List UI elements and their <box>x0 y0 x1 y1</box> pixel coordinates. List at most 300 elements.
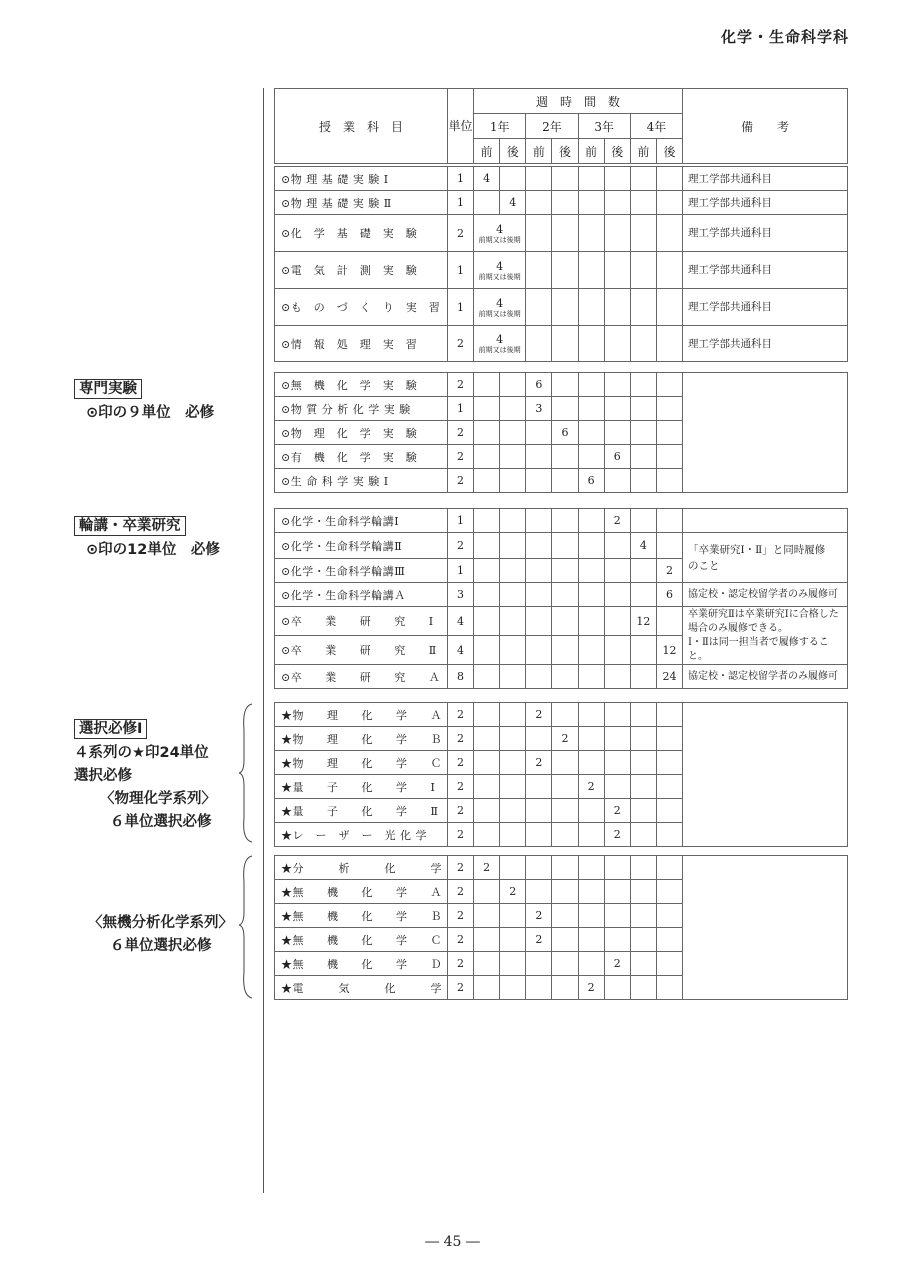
remarks-cell <box>683 703 848 847</box>
hours-cell <box>526 509 552 533</box>
subject-cell: ⊙化学・生命科学輪講Ⅱ <box>275 533 448 559</box>
hours-cell <box>552 191 578 215</box>
hours-cell <box>552 880 578 904</box>
hours-cell: 2 <box>526 703 552 727</box>
hours-cell <box>656 533 682 559</box>
hours-cell <box>500 445 526 469</box>
hours-cell <box>526 727 552 751</box>
hours-cell <box>526 469 552 493</box>
hours-cell <box>604 167 630 191</box>
table-row <box>275 215 848 252</box>
table-row <box>275 856 848 880</box>
hours-cell: 2 <box>604 509 630 533</box>
remarks-line: Ⅰ・Ⅱは同一担当者で履修すること。 <box>688 636 829 662</box>
hours-cell <box>656 397 682 421</box>
header-term-second: 後 <box>604 139 630 164</box>
remarks-cell: 理工学部共通科目 <box>683 289 848 326</box>
unit-cell: 1 <box>447 397 473 421</box>
remarks-cell: 協定校・認定校留学者のみ履修可 <box>683 665 848 689</box>
hours-cell <box>630 397 656 421</box>
unit-cell: 4 <box>447 636 473 665</box>
hours-cell <box>526 665 552 689</box>
subject-cell: ⊙卒 業 研 究 Ⅱ <box>275 636 448 665</box>
hours-cell <box>500 509 526 533</box>
hours-cell <box>604 703 630 727</box>
hours-cell <box>578 636 604 665</box>
seminar-body <box>275 509 848 689</box>
page-number: ― 45 ― <box>425 1234 480 1250</box>
hours-cell <box>656 509 682 533</box>
elective-a-body <box>275 703 848 847</box>
hours-cell: 12 <box>630 607 656 636</box>
subject-cell: ★量 子 化 学 Ⅰ <box>275 775 448 799</box>
hours-span-cell <box>474 215 526 252</box>
hours-cell <box>578 533 604 559</box>
hours-cell <box>526 607 552 636</box>
hours-cell <box>474 421 500 445</box>
hours-cell <box>552 533 578 559</box>
unit-cell: 2 <box>447 775 473 799</box>
hours-cell <box>526 533 552 559</box>
hours-cell <box>578 665 604 689</box>
hours-cell: 2 <box>656 559 682 583</box>
hours-cell <box>604 636 630 665</box>
unit-cell: 2 <box>447 373 473 397</box>
hours-cell <box>500 167 526 191</box>
remarks-line: 「卒業研究Ⅰ・Ⅱ」と同時履修 <box>688 543 826 556</box>
hours-cell <box>474 799 500 823</box>
hours-cell <box>604 665 630 689</box>
hours-cell <box>552 469 578 493</box>
hours-cell <box>656 252 682 289</box>
hours-cell <box>630 751 656 775</box>
hours-cell <box>656 191 682 215</box>
hours-cell <box>578 326 604 362</box>
header-year-4: 4年 <box>630 114 682 139</box>
hours-cell <box>500 583 526 607</box>
hours-cell <box>500 703 526 727</box>
elective-b-table <box>274 855 848 1000</box>
hours-cell: 4 <box>630 533 656 559</box>
hours-cell <box>630 445 656 469</box>
hours-cell: 12 <box>656 636 682 665</box>
hours-cell <box>552 775 578 799</box>
subject-cell: ⊙卒 業 研 究 Ａ <box>275 665 448 689</box>
hours-term-note: 前期又は後期 <box>478 272 521 281</box>
hours-cell <box>474 191 500 215</box>
subject-cell: ⊙化学・生命科学輪講Ａ <box>275 583 448 607</box>
hours-cell <box>656 421 682 445</box>
hours-value: 4 <box>496 259 504 273</box>
remarks-cell <box>683 533 848 583</box>
hours-cell <box>474 823 500 847</box>
subject-cell: ★レ ー ザ ー 光 化 学 <box>275 823 448 847</box>
header-weekly-hours: 週 時 間 数 <box>474 89 683 114</box>
hours-cell <box>604 533 630 559</box>
table-row <box>275 191 848 215</box>
section-elective-title-text: 選択必修Ⅰ <box>74 719 147 739</box>
hours-cell <box>526 252 552 289</box>
hours-cell: 6 <box>656 583 682 607</box>
subject-cell: ★電 気 化 学 <box>275 976 448 1000</box>
hours-cell <box>552 509 578 533</box>
hours-cell <box>604 326 630 362</box>
hours-cell <box>656 326 682 362</box>
hours-cell <box>552 665 578 689</box>
subject-cell: ★物 理 化 学 Ｂ <box>275 727 448 751</box>
unit-cell: 2 <box>447 533 473 559</box>
hours-cell <box>526 583 552 607</box>
hours-cell <box>552 373 578 397</box>
hours-cell <box>500 976 526 1000</box>
hours-cell <box>552 445 578 469</box>
hours-cell <box>552 289 578 326</box>
hours-cell <box>500 928 526 952</box>
header-units: 単位 <box>447 89 473 164</box>
hours-cell <box>552 928 578 952</box>
unit-cell: 2 <box>447 326 473 362</box>
unit-cell: 1 <box>447 559 473 583</box>
hours-cell <box>474 509 500 533</box>
hours-cell <box>604 373 630 397</box>
header-term-second: 後 <box>552 139 578 164</box>
hours-cell <box>604 880 630 904</box>
subject-cell: ⊙無 機 化 学 実 験 <box>275 373 448 397</box>
hours-term-note: 前期又は後期 <box>478 309 521 318</box>
hours-cell <box>500 904 526 928</box>
hours-cell <box>552 636 578 665</box>
hours-cell <box>630 904 656 928</box>
hours-cell <box>630 703 656 727</box>
subject-cell: ⊙も の づ く り 実 習 <box>275 289 448 326</box>
margin-rule <box>263 88 264 1193</box>
hours-cell: 6 <box>604 445 630 469</box>
unit-cell: 1 <box>447 191 473 215</box>
hours-cell <box>630 799 656 823</box>
section-experiments-title <box>74 377 142 398</box>
hours-cell <box>500 665 526 689</box>
hours-cell <box>552 215 578 252</box>
unit-cell: 2 <box>447 904 473 928</box>
unit-cell: 2 <box>447 952 473 976</box>
hours-cell <box>578 509 604 533</box>
hours-cell <box>500 421 526 445</box>
hours-cell <box>578 167 604 191</box>
remarks-cell <box>683 373 848 493</box>
hours-cell <box>630 583 656 607</box>
hours-cell <box>630 469 656 493</box>
hours-cell <box>474 904 500 928</box>
elective-a-table <box>274 702 848 847</box>
hours-cell <box>526 823 552 847</box>
section-experiments-requirement: ⊙印の９単位 必修 <box>86 405 215 421</box>
subject-cell: ★無 機 化 学 Ｂ <box>275 904 448 928</box>
hours-cell <box>474 373 500 397</box>
hours-cell <box>578 421 604 445</box>
hours-cell <box>500 636 526 665</box>
hours-cell <box>474 952 500 976</box>
hours-cell <box>474 665 500 689</box>
hours-cell: 24 <box>656 665 682 689</box>
hours-cell <box>474 727 500 751</box>
hours-cell <box>656 799 682 823</box>
hours-cell: 3 <box>526 397 552 421</box>
hours-cell <box>630 252 656 289</box>
subject-cell: ⊙物 理 化 学 実 験 <box>275 421 448 445</box>
unit-cell: 2 <box>447 445 473 469</box>
hours-cell <box>552 397 578 421</box>
hours-cell <box>500 373 526 397</box>
remarks-cell <box>683 607 848 665</box>
subject-cell: ★無 機 化 学 Ｄ <box>275 952 448 976</box>
hours-cell: 2 <box>604 823 630 847</box>
hours-cell <box>604 215 630 252</box>
remarks-line: 卒業研究Ⅱは卒業研究Ⅰに合格した <box>688 608 839 620</box>
unit-cell: 2 <box>447 469 473 493</box>
hours-cell <box>656 823 682 847</box>
remarks-cell: 理工学部共通科目 <box>683 191 848 215</box>
hours-cell <box>630 636 656 665</box>
series-physical-chem-req: ６単位選択必修 <box>110 814 212 830</box>
hours-cell <box>630 191 656 215</box>
hours-cell <box>604 856 630 880</box>
hours-cell <box>474 636 500 665</box>
subject-cell: ★量 子 化 学 Ⅱ <box>275 799 448 823</box>
hours-cell <box>578 215 604 252</box>
hours-cell <box>474 751 500 775</box>
experiments-table <box>274 372 848 493</box>
hours-cell <box>578 904 604 928</box>
brace-physical-chem <box>239 704 252 842</box>
hours-cell <box>552 703 578 727</box>
hours-cell: 2 <box>474 856 500 880</box>
hours-cell <box>474 976 500 1000</box>
hours-cell <box>526 799 552 823</box>
unit-cell: 2 <box>447 727 473 751</box>
hours-cell <box>526 191 552 215</box>
hours-cell <box>604 289 630 326</box>
series-physical-chem: 〈物理化学系列〉 <box>100 791 216 807</box>
subject-cell: ⊙生 命 科 学 実 験 Ⅰ <box>275 469 448 493</box>
hours-cell <box>630 727 656 751</box>
hours-cell <box>526 326 552 362</box>
hours-cell <box>630 952 656 976</box>
header-term-first: 前 <box>630 139 656 164</box>
subject-cell: ⊙化学・生命科学輪講Ⅲ <box>275 559 448 583</box>
hours-cell <box>656 215 682 252</box>
hours-value: 4 <box>496 333 504 346</box>
subject-cell: ⊙電 気 計 測 実 験 <box>275 252 448 289</box>
hours-cell <box>552 952 578 976</box>
section-elective-line2: 選択必修 <box>74 768 132 784</box>
hours-cell <box>500 397 526 421</box>
seminar-table <box>274 508 848 689</box>
hours-cell <box>604 559 630 583</box>
hours-cell <box>552 607 578 636</box>
table-row <box>275 373 848 397</box>
hours-cell <box>578 559 604 583</box>
hours-cell <box>656 607 682 636</box>
hours-cell <box>500 856 526 880</box>
hours-cell <box>552 326 578 362</box>
hours-cell <box>578 583 604 607</box>
hours-cell: 2 <box>578 775 604 799</box>
hours-cell <box>500 823 526 847</box>
hours-cell: 2 <box>578 976 604 1000</box>
hours-value: 4 <box>496 296 504 310</box>
hours-cell <box>500 559 526 583</box>
hours-cell <box>500 751 526 775</box>
hours-cell <box>552 856 578 880</box>
remarks-cell: 理工学部共通科目 <box>683 167 848 191</box>
common-table <box>274 88 848 362</box>
hours-cell <box>604 775 630 799</box>
hours-cell <box>604 904 630 928</box>
hours-cell <box>630 289 656 326</box>
hours-cell <box>500 799 526 823</box>
hours-cell <box>526 289 552 326</box>
table-row <box>275 167 848 191</box>
unit-cell: 2 <box>447 799 473 823</box>
hours-cell <box>656 751 682 775</box>
remarks-cell <box>683 856 848 1000</box>
hours-cell <box>500 775 526 799</box>
remarks-cell: 理工学部共通科目 <box>683 215 848 252</box>
hours-cell <box>552 976 578 1000</box>
hours-cell <box>656 856 682 880</box>
unit-cell: 1 <box>447 252 473 289</box>
hours-cell <box>604 469 630 493</box>
hours-cell <box>526 880 552 904</box>
remarks-cell <box>683 509 848 533</box>
subject-cell: ⊙物 理 基 礎 実 験 Ⅰ <box>275 167 448 191</box>
series-inorganic-analytical: 〈無機分析化学系列〉 <box>88 915 233 931</box>
hours-term-note: 前期又は後期 <box>478 235 521 244</box>
series-inorganic-analytical-req: ６単位選択必修 <box>110 938 212 954</box>
unit-cell: 3 <box>447 583 473 607</box>
experiments-body <box>275 373 848 493</box>
common-body <box>275 167 848 362</box>
unit-cell: 2 <box>447 421 473 445</box>
hours-cell <box>630 880 656 904</box>
unit-cell: 4 <box>447 607 473 636</box>
hours-cell: 6 <box>578 469 604 493</box>
unit-cell: 1 <box>447 167 473 191</box>
section-experiments-title-text: 専門実験 <box>74 379 142 399</box>
unit-cell: 1 <box>447 289 473 326</box>
remarks-cell: 理工学部共通科目 <box>683 252 848 289</box>
hours-cell <box>604 751 630 775</box>
subject-cell: ⊙有 機 化 学 実 験 <box>275 445 448 469</box>
table-row <box>275 533 848 559</box>
hours-cell <box>656 928 682 952</box>
table-row <box>275 665 848 689</box>
section-seminar-requirement: ⊙印の12単位 必修 <box>86 542 220 558</box>
hours-cell: 2 <box>552 727 578 751</box>
hours-cell <box>630 775 656 799</box>
hours-cell <box>604 727 630 751</box>
hours-cell <box>526 636 552 665</box>
hours-cell <box>630 823 656 847</box>
hours-cell <box>578 928 604 952</box>
unit-cell: 2 <box>447 928 473 952</box>
hours-cell <box>526 856 552 880</box>
hours-cell <box>474 880 500 904</box>
subject-cell: ⊙物 理 基 礎 実 験 Ⅱ <box>275 191 448 215</box>
hours-cell <box>552 559 578 583</box>
hours-cell <box>578 727 604 751</box>
hours-cell <box>526 445 552 469</box>
hours-cell <box>552 583 578 607</box>
table-row <box>275 326 848 362</box>
hours-cell <box>578 856 604 880</box>
header-term-first: 前 <box>474 139 500 164</box>
hours-cell <box>578 703 604 727</box>
hours-cell: 6 <box>552 421 578 445</box>
hours-cell <box>630 976 656 1000</box>
hours-cell <box>578 952 604 976</box>
hours-cell <box>552 823 578 847</box>
hours-cell <box>474 445 500 469</box>
hours-cell <box>474 559 500 583</box>
table-row <box>275 509 848 533</box>
hours-cell <box>578 799 604 823</box>
header-year-1: 1年 <box>474 114 526 139</box>
hours-cell <box>656 703 682 727</box>
header-term-second: 後 <box>656 139 682 164</box>
hours-cell <box>630 509 656 533</box>
hours-cell <box>578 607 604 636</box>
hours-cell <box>474 533 500 559</box>
unit-cell: 2 <box>447 976 473 1000</box>
header-remarks: 備 考 <box>683 89 848 164</box>
hours-cell <box>552 799 578 823</box>
hours-cell: 2 <box>500 880 526 904</box>
hours-value: 4 <box>496 222 504 236</box>
hours-cell <box>578 445 604 469</box>
brace-group <box>238 700 258 1002</box>
header-term-first: 前 <box>578 139 604 164</box>
hours-cell <box>656 727 682 751</box>
unit-cell: 2 <box>447 880 473 904</box>
hours-term-note: 前期又は後期 <box>478 346 521 354</box>
hours-cell <box>656 952 682 976</box>
unit-cell: 2 <box>447 856 473 880</box>
hours-cell <box>552 751 578 775</box>
hours-cell <box>630 665 656 689</box>
hours-cell <box>500 727 526 751</box>
hours-cell <box>578 751 604 775</box>
section-elective-line1: ４系列の★印24単位 <box>74 745 209 761</box>
hours-cell <box>526 167 552 191</box>
remarks-cell: 理工学部共通科目 <box>683 326 848 362</box>
hours-cell <box>552 904 578 928</box>
hours-cell <box>656 445 682 469</box>
hours-cell <box>630 421 656 445</box>
section-seminar-title <box>74 514 186 535</box>
hours-cell <box>552 252 578 289</box>
hours-cell <box>604 191 630 215</box>
remarks-cell: 協定校・認定校留学者のみ履修可 <box>683 583 848 607</box>
hours-cell <box>552 167 578 191</box>
hours-cell <box>630 326 656 362</box>
hours-cell <box>630 856 656 880</box>
unit-cell: 2 <box>447 823 473 847</box>
hours-cell: 2 <box>526 751 552 775</box>
hours-cell <box>604 607 630 636</box>
elective-b-body <box>275 856 848 1000</box>
hours-cell <box>474 607 500 636</box>
